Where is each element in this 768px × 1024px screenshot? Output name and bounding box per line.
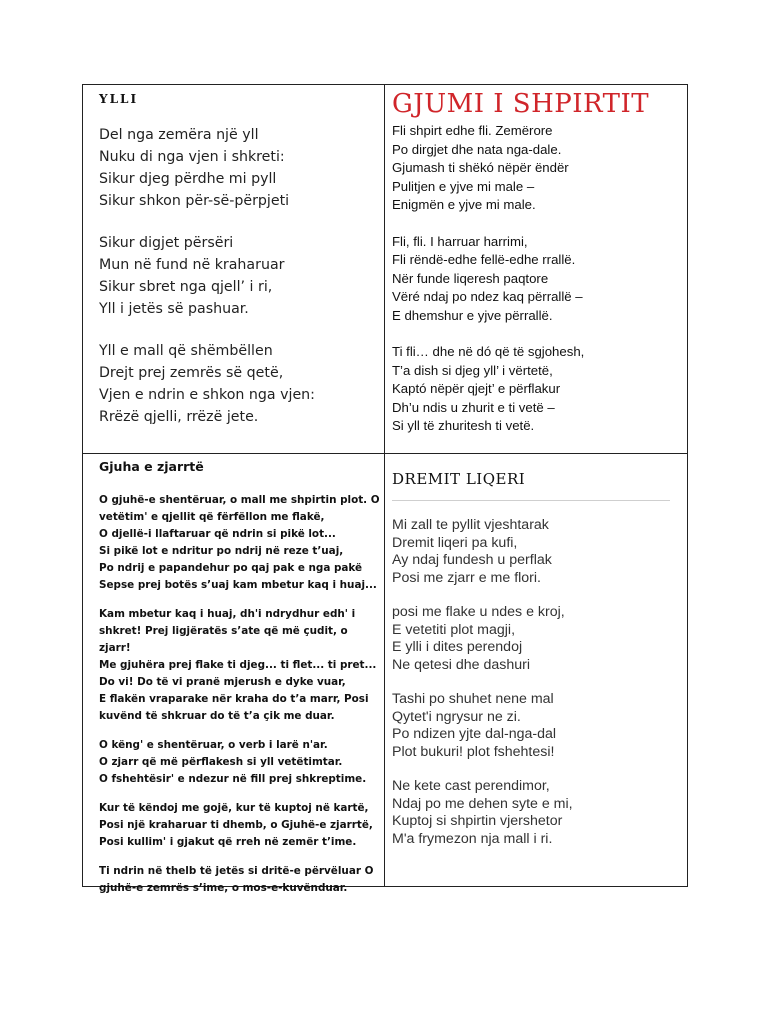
stanza bbox=[392, 517, 682, 587]
stanza bbox=[392, 122, 682, 215]
poem-title: Gjuha e zjarrtë bbox=[99, 459, 204, 474]
poem-line: O gjuhë-e shentëruar, o mall me shpirtin plot. O vetëtim' e qjellit që fërfëllon me flakë, bbox=[99, 494, 380, 523]
poem-body bbox=[392, 517, 682, 848]
poem-line: Si pikë lot e ndritur po ndrij në reze t’uaj, bbox=[99, 545, 344, 557]
poem-line: Pulitjen e yjve mi male – bbox=[392, 178, 535, 194]
poem-line: Dremit liqeri pa kufi, bbox=[392, 534, 518, 551]
poem-line: Enigmën e yjve mi male. bbox=[392, 197, 536, 212]
stanza bbox=[392, 343, 682, 436]
poem-line: T’a dish si djeg yll’ i vërtetë, bbox=[392, 362, 553, 378]
stanza bbox=[99, 124, 379, 212]
poem-line: Kuptoj si shpirtin vjershetor bbox=[392, 813, 563, 829]
poem-body bbox=[392, 122, 682, 436]
poem-line: Yll e mall që shëmbëllen bbox=[99, 343, 273, 359]
poem-line: Posi një kraharuar ti dhemb, o Gjuhë-e zjarrtë, bbox=[99, 819, 373, 831]
poem-ylli bbox=[99, 92, 379, 448]
poem-line: Ne qetesi dhe dashuri bbox=[392, 656, 531, 673]
poem-line: Posi kullim' i gjakut që rreh në zemër t’ime. bbox=[99, 836, 357, 848]
poem-title: DREMIT LIQERI bbox=[392, 470, 526, 488]
poem-line: Fli rëndë-edhe fellë-edhe rrallë. bbox=[392, 252, 576, 267]
poem-line: Mi zall te pyllit vjeshtarak bbox=[392, 517, 549, 533]
poem-title: GJUMI I SHPIRTIT bbox=[392, 89, 650, 119]
poem-line: Kaptó nëpër qjejt’ e përflakur bbox=[392, 381, 561, 396]
poem-line: Drejt prej zemrës së qetë, bbox=[99, 365, 284, 381]
poem-line: Ti fli… dhe në dó që të sgjohesh, bbox=[392, 344, 585, 359]
stanza bbox=[392, 233, 682, 326]
poem-line: Kam mbetur kaq i huaj, dh'i ndrydhur edh' i shkret! Prej ligjëratës s’ate që më çudit, o zjarr! bbox=[99, 608, 356, 654]
poem-line: O zjarr që më përflakesh si yll vetëtimtar. bbox=[99, 756, 343, 768]
poem-line: Me gjuhëra prej flake ti djeg... ti flet... ti pret... bbox=[99, 659, 377, 671]
poem-line: Del nga zemëra një yll bbox=[99, 127, 259, 143]
title-divider bbox=[392, 500, 670, 501]
poem-line: Vëré ndaj po ndez kaq përrallë – bbox=[392, 289, 583, 304]
poem-line: E vetetiti plot magji, bbox=[392, 621, 516, 638]
poem-line: Kur të këndoj me gojë, kur të kuptoj në kartë, bbox=[99, 802, 369, 814]
table-column-divider bbox=[384, 84, 385, 887]
stanza bbox=[392, 778, 682, 848]
poem-line: Posi me zjarr e me flori. bbox=[392, 569, 542, 586]
poem-line: Sikur shkon për-së-përpjeti bbox=[99, 193, 290, 209]
poem-title: YLLI bbox=[99, 92, 139, 106]
poem-line: Sepse prej botës s’uaj kam mbetur kaq i huaj... bbox=[99, 579, 377, 591]
stanza bbox=[99, 606, 381, 725]
poem-line: Sikur djeg përdhe mi pyll bbox=[99, 171, 277, 187]
stanza bbox=[99, 737, 381, 788]
stanza bbox=[392, 604, 682, 674]
poem-line: Sikur sbret nga qjell’ i ri, bbox=[99, 279, 273, 295]
poem-line: Yll i jetës së pashuar. bbox=[99, 301, 249, 317]
poem-line: Ay ndaj fundesh u perflak bbox=[392, 552, 552, 568]
poem-line: E ylli i dites perendoj bbox=[392, 639, 523, 655]
poem-line: Mun në fund në kraharuar bbox=[99, 257, 285, 273]
poem-line: O fshehtësir' e ndezur në fill prej shkreptime. bbox=[99, 773, 367, 785]
poem-body bbox=[99, 124, 379, 428]
poem-line: Rrëzë qjelli, rrëzë jete. bbox=[99, 409, 259, 425]
poem-line: M'a frymezon nja mall i ri. bbox=[392, 830, 553, 847]
poem-line: Ndaj po me dehen syte e mi, bbox=[392, 795, 573, 812]
poem-line: Po ndizen yjte dal-nga-dal bbox=[392, 726, 557, 742]
poem-line: Fli, fli. I harruar harrimi, bbox=[392, 233, 528, 249]
stanza bbox=[99, 492, 381, 594]
poem-line: Tashi po shuhet nene mal bbox=[392, 691, 554, 707]
poem-line: Fli shpirt edhe fli. Zemërore bbox=[392, 123, 553, 138]
poem-line: Ti ndrin në thelb të jetës si dritë-e përvëluar O gjuhë-e zemrës s’ime, o mos-e-kuvënduar. bbox=[99, 865, 374, 894]
poem-line: Nër funde liqeresh paqtore bbox=[392, 270, 549, 286]
poem-gjumi-i-shpirtit bbox=[392, 88, 682, 454]
poem-line: Plot bukuri! plot fshehtesi! bbox=[392, 743, 555, 760]
poem-gjuha-e-zjarrte bbox=[99, 459, 381, 909]
poem-line: Ne kete cast perendimor, bbox=[392, 778, 550, 794]
poem-line: Qytet'i ngrysur ne zi. bbox=[392, 708, 521, 725]
poem-dremit-liqeri bbox=[392, 466, 682, 865]
poem-line: posi me flake u ndes e kroj, bbox=[392, 604, 565, 620]
poem-line: Gjumash ti shëkó nëpër ëndër bbox=[392, 160, 569, 175]
poem-line: Dh’u ndis u zhurit e ti vetë – bbox=[392, 399, 555, 415]
poem-body bbox=[99, 492, 381, 897]
stanza bbox=[99, 800, 381, 851]
poem-line: O djellë-i llaftaruar që ndrin si pikë lot... bbox=[99, 528, 336, 540]
stanza bbox=[99, 232, 379, 320]
stanza bbox=[99, 863, 381, 897]
poem-line: Do vi! Do të vi pranë mjerush e dyke vuar, bbox=[99, 676, 346, 688]
poem-line: E dhemshur e yjve përrallë. bbox=[392, 307, 553, 323]
poem-line: Po dirgjet dhe nata nga-dale. bbox=[392, 141, 562, 157]
poem-line: Vjen e ndrin e shkon nga vjen: bbox=[99, 387, 315, 403]
poem-line: Po ndrij e papandehur po qaj pak e nga pakë bbox=[99, 562, 363, 574]
poem-line: Si yll të zhuritesh ti vetë. bbox=[392, 418, 535, 433]
poem-line: Sikur digjet përsëri bbox=[99, 235, 234, 251]
poem-line: Nuku di nga vjen i shkreti: bbox=[99, 149, 285, 165]
stanza bbox=[392, 691, 682, 761]
poem-line: O këng' e shentëruar, o verb i larë n'ar. bbox=[99, 739, 328, 751]
poem-line: E flakën vraparake nër kraha do t’a marr, Posi kuvënd të shkruar do të t’a çik me duar. bbox=[99, 693, 369, 722]
stanza bbox=[99, 340, 379, 428]
